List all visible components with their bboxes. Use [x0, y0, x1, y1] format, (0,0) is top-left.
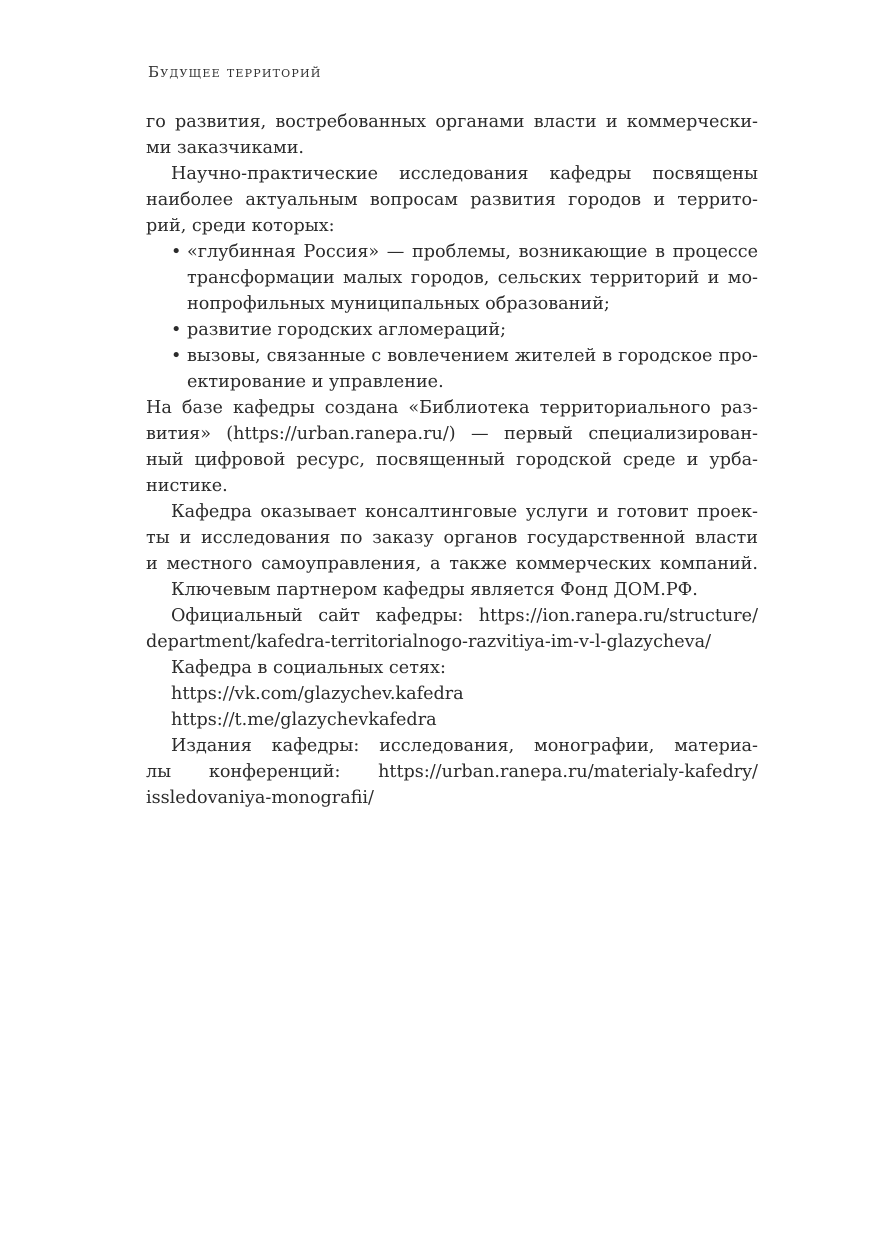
body-text: [146, 109, 758, 811]
text-line: Ключевым партнером кафедры является Фонд ДОМ.РФ.: [171, 580, 698, 600]
bullet-item: [146, 343, 758, 369]
running-header: Будущее территорий: [148, 63, 322, 81]
text-line: вития» (https://urban.ranepa.ru/) — первый специализирован-: [146, 424, 758, 444]
link-telegram[interactable]: https://t.me/glazychevkafedra: [171, 710, 437, 730]
text-line: Кафедра оказывает консалтинговые услуги и готовит проек-: [171, 502, 758, 522]
text-line: го развития, востребованных органами власти и коммерчески-: [146, 112, 758, 132]
bullet-marker: •: [171, 346, 182, 366]
bullet-text: развитие городских агломераций;: [187, 320, 507, 340]
text-line: department/kafedra-territorialnogo-razvitiya-im-v-l-glazycheva/: [146, 632, 712, 652]
text-line: Научно-практические исследования кафедры посвящены: [171, 164, 758, 184]
text-line: и местного самоуправления, а также коммерческих компаний.: [146, 554, 758, 574]
text-line: нистике.: [146, 476, 228, 496]
text-line: ты и исследования по заказу органов государственной власти: [146, 528, 758, 548]
text-line: Официальный сайт кафедры: https://ion.ranepa.ru/structure/: [171, 606, 758, 626]
text-line: issledovaniya-monografii/: [146, 788, 374, 808]
bullet-text: вызовы, связанные с вовлечением жителей в городское про-: [187, 346, 758, 366]
text-line: На базе кафедры создана «Библиотека территориального раз-: [146, 398, 758, 418]
bullet-marker: •: [171, 320, 182, 340]
bullet-item: [146, 239, 758, 265]
link-vk[interactable]: https://vk.com/glazychev.kafedra: [171, 684, 464, 704]
text-line: ный цифровой ресурс, посвященный городской среде и урба-: [146, 450, 758, 470]
text-line: трансформации малых городов, сельских территорий и мо-: [187, 268, 758, 288]
text-line: нопрофильных муниципальных образований;: [187, 294, 610, 314]
text-line: Кафедра в социальных сетях:: [171, 658, 446, 678]
text-line: рий, среди которых:: [146, 216, 335, 236]
bullet-marker: •: [171, 242, 182, 262]
text-line: Издания кафедры: исследования, монографии, материа-: [171, 736, 758, 756]
text-line: наиболее актуальным вопросам развития городов и террито-: [146, 190, 758, 210]
bullet-text: «глубинная Россия» — проблемы, возникающие в процессе: [187, 242, 758, 262]
bullet-item: [146, 317, 758, 343]
text-line: лы конференций: https://urban.ranepa.ru/materialy-kafedry/: [146, 762, 758, 782]
text-line: ектирование и управление.: [187, 372, 444, 392]
text-line: ми заказчиками.: [146, 138, 305, 158]
